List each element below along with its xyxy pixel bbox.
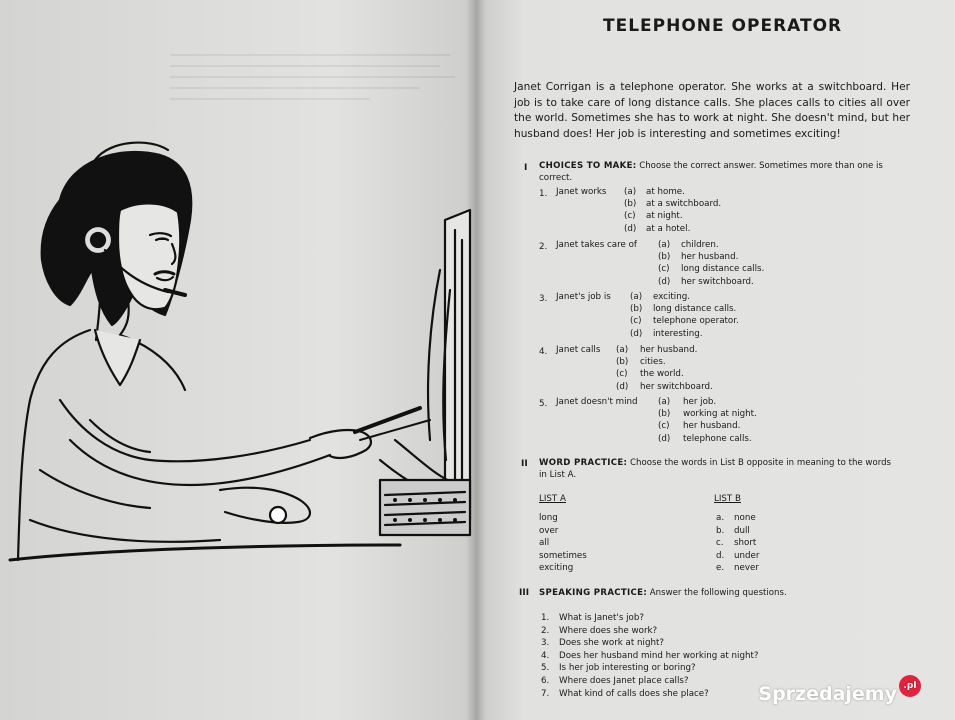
- question-number: 5.: [539, 399, 548, 409]
- option-text: long distance calls.: [681, 264, 765, 275]
- speaking-question-number: 4.: [541, 650, 550, 661]
- speaking-question-text: What is Janet's job?: [559, 613, 644, 623]
- option-text: children.: [681, 240, 719, 250]
- speaking-question-text: Where does she work?: [559, 625, 658, 636]
- section-2-instruction: Choose the words in List B opposite in meaning to the words: [630, 458, 892, 468]
- list-b-letter: a.: [716, 513, 725, 523]
- speaking-question-text: Does she work at night?: [559, 638, 665, 649]
- watermark-text: Sprzedajemy: [758, 683, 897, 705]
- option-text: her husband.: [683, 421, 741, 432]
- option-letter: (b): [616, 357, 629, 368]
- option-text: long distance calls.: [653, 304, 737, 315]
- section-2-title: WORD PRACTICE:: [539, 458, 628, 468]
- list-b-letter: e.: [716, 563, 725, 574]
- option-text: her job.: [683, 397, 717, 407]
- question-number: 2.: [539, 242, 548, 252]
- section-1-header: [539, 160, 914, 172]
- section-2-instruction-cont: in List A.: [539, 470, 577, 480]
- speaking-question-number: 1.: [541, 613, 550, 623]
- option-letter: (c): [624, 211, 636, 222]
- speaking-question-number: 5.: [541, 663, 550, 674]
- section-1-instruction-cont: correct.: [539, 173, 573, 183]
- option-letter: (a): [624, 187, 637, 197]
- option-text: at night.: [646, 211, 683, 222]
- section-1-instruction: Choose the correct answer. Sometimes more than one is: [639, 161, 883, 171]
- option-text: exciting.: [653, 292, 690, 302]
- option-letter: (a): [630, 292, 643, 302]
- option-text: working at night.: [683, 409, 757, 420]
- page-title: TELEPHONE OPERATOR: [603, 16, 843, 36]
- list-b-word: short: [734, 538, 757, 549]
- question-number: 3.: [539, 294, 548, 304]
- section-3-title: SPEAKING PRACTICE:: [539, 588, 648, 598]
- option-letter: (a): [658, 397, 671, 407]
- option-text: her switchboard.: [681, 276, 754, 287]
- question-stem: Janet doesn't mind: [556, 397, 638, 407]
- option-letter: (b): [658, 409, 671, 420]
- speaking-question-number: 7.: [541, 688, 550, 699]
- option-letter: (d): [658, 276, 671, 287]
- section-3-instruction: Answer the following questions.: [649, 588, 787, 598]
- option-letter: (a): [616, 345, 629, 355]
- question-number: 1.: [539, 189, 548, 199]
- option-text: at a hotel.: [646, 223, 691, 234]
- option-letter: (c): [630, 316, 642, 327]
- option-letter: (b): [658, 252, 671, 263]
- option-letter: (d): [624, 223, 637, 234]
- option-letter: (c): [616, 369, 628, 380]
- option-text: telephone calls.: [683, 433, 752, 444]
- option-text: cities.: [640, 357, 666, 368]
- question-number: 4.: [539, 347, 548, 357]
- operator-illustration: [0, 140, 476, 580]
- question-stem: Janet works: [556, 187, 607, 197]
- section-2-header: [539, 457, 924, 469]
- list-b-letter: d.: [716, 550, 725, 561]
- speaking-question-number: 6.: [541, 676, 550, 686]
- speaking-question-text: Where does Janet place calls?: [559, 676, 689, 686]
- option-letter: (b): [624, 199, 637, 210]
- section-3-header: [539, 587, 924, 599]
- speaking-question-number: 3.: [541, 638, 550, 649]
- question-stem: Janet takes care of: [556, 240, 637, 250]
- section-1-title: CHOICES TO MAKE:: [539, 161, 637, 171]
- option-letter: (a): [658, 240, 671, 250]
- list-a-word: all: [539, 538, 550, 549]
- list-a-word: exciting: [539, 563, 574, 574]
- watermark-logo: [758, 683, 921, 705]
- option-text: interesting.: [653, 328, 703, 339]
- option-text: at home.: [646, 187, 685, 197]
- question-stem: Janet calls: [556, 345, 601, 355]
- option-text: her husband.: [640, 345, 698, 355]
- speaking-question-text: Does her husband mind her working at night?: [559, 650, 759, 661]
- list-a-word: sometimes: [539, 550, 587, 561]
- speaking-question-text: What kind of calls does she place?: [559, 688, 709, 699]
- speaking-question-text: Is her job interesting or boring?: [559, 663, 696, 674]
- question-stem: Janet's job is: [556, 292, 611, 302]
- list-b-title: LIST B: [714, 494, 741, 504]
- list-b-word: under: [734, 550, 760, 561]
- option-letter: (c): [658, 264, 670, 275]
- option-letter: (c): [658, 421, 670, 432]
- watermark-badge: .pl: [899, 675, 921, 697]
- list-b-word: none: [734, 513, 756, 523]
- intro-paragraph: Janet Corrigan is a telephone operator. She works at a switchboard. Her job is to take care of long distance calls. She places calls to cities all over the world. Sometimes she has to work at night. She doesn't mind, but her husband does! Her job is interesting and sometimes exciting!: [514, 81, 910, 140]
- section-3-number: III: [519, 588, 530, 598]
- list-a-word: long: [539, 513, 558, 523]
- list-a-title: LIST A: [539, 494, 566, 504]
- list-b-letter: c.: [716, 538, 724, 549]
- list-a-word: over: [539, 525, 559, 536]
- option-text: the world.: [640, 369, 684, 380]
- list-b-letter: b.: [716, 525, 725, 536]
- option-text: her switchboard.: [640, 381, 713, 392]
- bleed-through-text: [170, 50, 460, 120]
- option-letter: (d): [658, 433, 671, 444]
- option-text: telephone operator.: [653, 316, 739, 327]
- option-text: her husband.: [681, 252, 739, 263]
- section-2-number: II: [521, 459, 528, 469]
- option-text: at a switchboard.: [646, 199, 722, 210]
- speaking-question-number: 2.: [541, 625, 550, 636]
- section-1-number: I: [524, 163, 528, 173]
- list-b-word: never: [734, 563, 759, 574]
- option-letter: (b): [630, 304, 643, 315]
- option-letter: (d): [616, 381, 629, 392]
- option-letter: (d): [630, 328, 643, 339]
- list-b-word: dull: [734, 525, 750, 536]
